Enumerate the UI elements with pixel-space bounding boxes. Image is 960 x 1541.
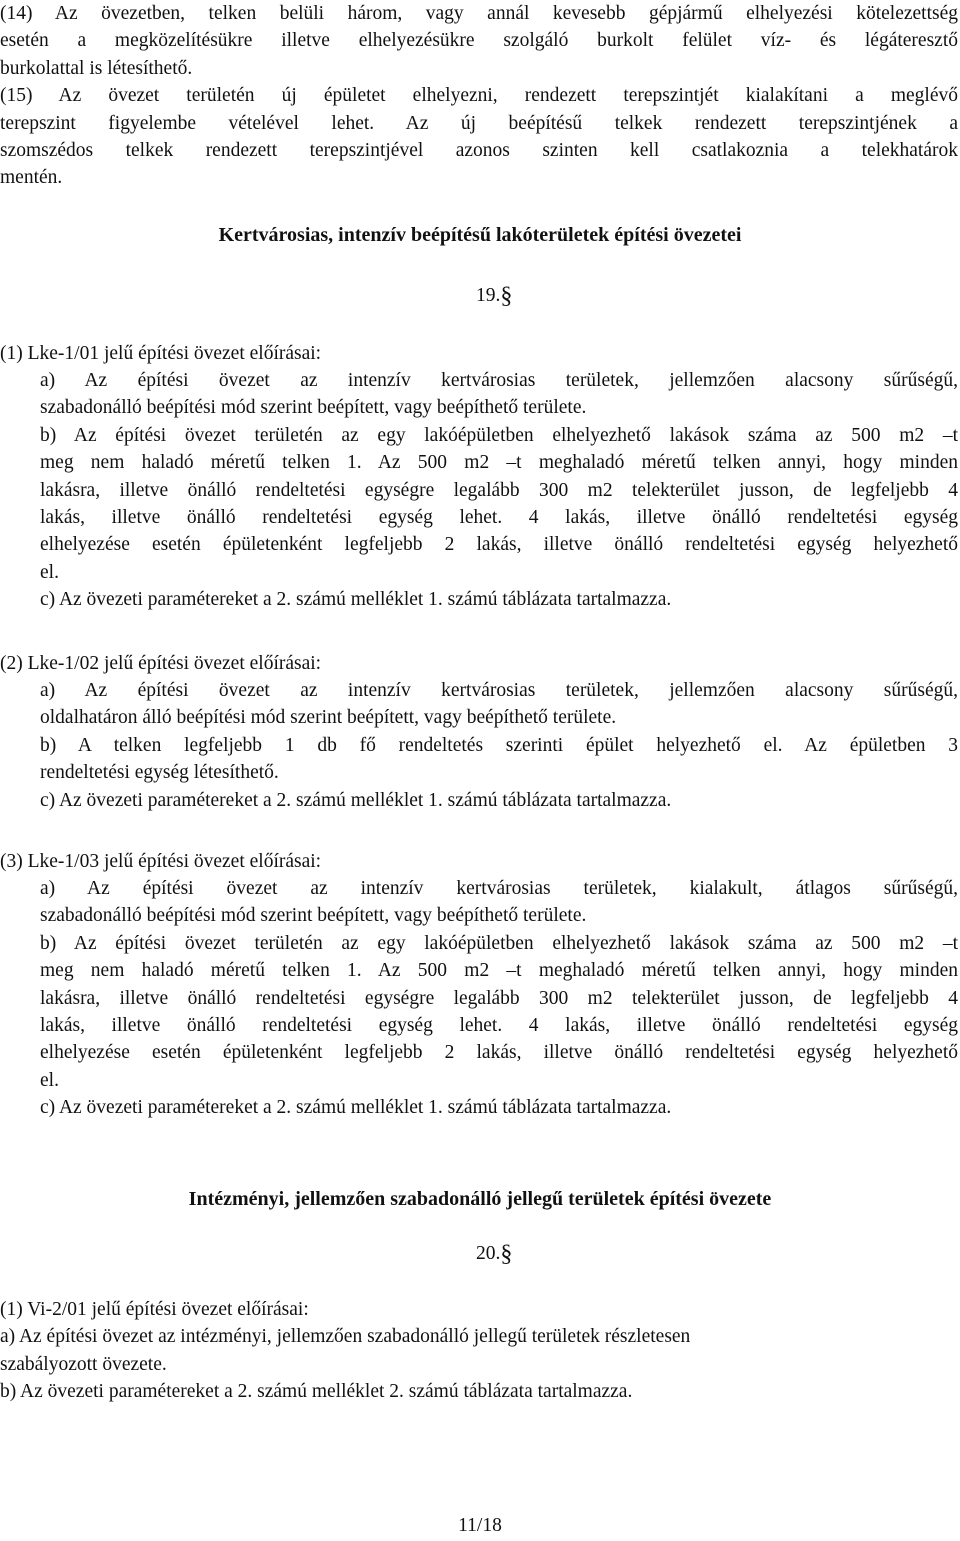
text-line: c) Az övezeti paramétereket a 2. számú melléklet 1. számú táblázata tartalmazza. (40, 789, 672, 811)
zone-lke-1-02 (0, 650, 958, 677)
section-number: 20. (476, 1243, 501, 1264)
text-line: meg nem haladó méretű telken 1. Az 500 m2 –t meghaladó méretű telken annyi, hogy minden (40, 960, 958, 982)
zone-lke-1-01 (0, 340, 958, 367)
text-line: szabályozott övezete. (0, 1353, 167, 1375)
section-heading-20: Intézményi, jellemzően szabadonálló jellegű területek építési övezete (188, 1188, 772, 1210)
paragraph-sign: § (500, 1241, 513, 1267)
paragraph-sign: § (500, 283, 513, 309)
text-line: esetén a megközelítésükre illetve elhelyezésükre szolgáló burkolt felület víz- és légáteresztő (0, 30, 958, 52)
text-line: (14) Az övezetben, telken belüli három, vagy annál kevesebb gépjármű elhelyezési kötelezettség (0, 3, 958, 24)
zone-lke-1-01-body (40, 367, 958, 614)
text-line: lakásra, illetve önálló rendeltetési egységre legalább 300 m2 telekterület jusson, de legfeljebb 4 (40, 479, 958, 501)
text-line: c) Az övezeti paramétereket a 2. számú melléklet 1. számú táblázata tartalmazza. (40, 1097, 672, 1119)
zone-title: (1) Lke-1/01 jelű építési övezet előírásai: (0, 343, 322, 364)
text-line: el. (40, 1069, 59, 1091)
zone-lke-1-02-body (40, 677, 958, 814)
section-number-20 (476, 1242, 512, 1266)
text-line: szabadonálló beépítési mód szerint beépített, vagy beépíthető területe. (40, 397, 587, 419)
page-number: 11/18 (458, 1515, 502, 1536)
zone-vi-2-01 (0, 1296, 958, 1406)
zone-lke-1-03 (0, 848, 958, 875)
zone-title: (2) Lke-1/02 jelű építési övezet előírásai: (0, 653, 322, 674)
text-line: oldalhatáron álló beépítési mód szerint beépített, vagy beépíthető területe. (40, 707, 617, 729)
text-line: el. (40, 561, 59, 583)
zone-lke-1-03-body (40, 875, 958, 1122)
text-line: a) Az építési övezet az intézményi, jellemzően szabadonálló jellegű területek részletesen (0, 1326, 691, 1348)
text-line: lakás, illetve önálló rendeltetési egység lehet. 4 lakás, illetve önálló rendeltetési egység (40, 507, 958, 529)
section-number: 19. (476, 285, 501, 306)
text-line: b) Az építési övezet területén az egy lakóépületben elhelyezhető lakások száma az 500 m2 –t (40, 424, 958, 446)
text-line: szomszédos telkek rendezett terepszintjével azonos szinten kell csatlakoznia a telekhatárok (0, 140, 958, 162)
text-line: terepszint figyelembe vételével lehet. Az új beépítésű telkek rendezett terepszintjének a (0, 112, 958, 134)
text-line: lakásra, illetve önálló rendeltetési egységre legalább 300 m2 telekterület jusson, de legfeljebb 4 (40, 987, 958, 1009)
text-line: lakás, illetve önálló rendeltetési egység lehet. 4 lakás, illetve önálló rendeltetési egység (40, 1015, 958, 1037)
text-line: elhelyezése esetén épületenként legfeljebb 2 lakás, illetve önálló rendeltetési egység helyezhető (40, 534, 958, 556)
text-line: mentén. (0, 167, 63, 189)
text-line: b) A telken legfeljebb 1 db fő rendeltetés szerinti épület helyezhető el. Az épületben 3 (40, 734, 958, 756)
text-line: a) Az építési övezet az intenzív kertvárosias területek, kialakult, átlagos sűrűségű, (40, 878, 958, 899)
text-line: elhelyezése esetén épületenként legfeljebb 2 lakás, illetve önálló rendeltetési egység helyezhető (40, 1042, 958, 1064)
section-heading-19: Kertvárosias, intenzív beépítésű lakóterületek építési övezetei (218, 224, 742, 246)
zone-title: (1) Vi-2/01 jelű építési övezet előírásai: (0, 1299, 309, 1320)
text-line: szabadonálló beépítési mód szerint beépített, vagy beépíthető területe. (40, 905, 587, 927)
text-line: (15) Az övezet területén új épületet elhelyezni, rendezett terepszintjét kialakítani a meglévő (0, 85, 958, 107)
text-line: b) Az övezeti paramétereket a 2. számú melléklet 2. számú táblázata tartalmazza. (0, 1381, 633, 1403)
section-number-19 (476, 284, 512, 308)
text-line: b) Az építési övezet területén az egy lakóépületben elhelyezhető lakások száma az 500 m2 –t (40, 932, 958, 954)
text-line: rendeltetési egység létesíthető. (40, 762, 279, 784)
text-line: burkolattal is létesíthető. (0, 57, 193, 79)
text-line: c) Az övezeti paramétereket a 2. számú melléklet 1. számú táblázata tartalmazza. (40, 589, 672, 611)
zone-title: (3) Lke-1/03 jelű építési övezet előírásai: (0, 851, 322, 872)
text-line: a) Az építési övezet az intenzív kertvárosias területek, jellemzően alacsony sűrűségű, (40, 370, 958, 391)
text-line: a) Az építési övezet az intenzív kertvárosias területek, jellemzően alacsony sűrűségű, (40, 680, 958, 701)
paragraph-14-15 (0, 0, 958, 192)
text-line: meg nem haladó méretű telken 1. Az 500 m2 –t meghaladó méretű telken annyi, hogy minden (40, 452, 958, 474)
